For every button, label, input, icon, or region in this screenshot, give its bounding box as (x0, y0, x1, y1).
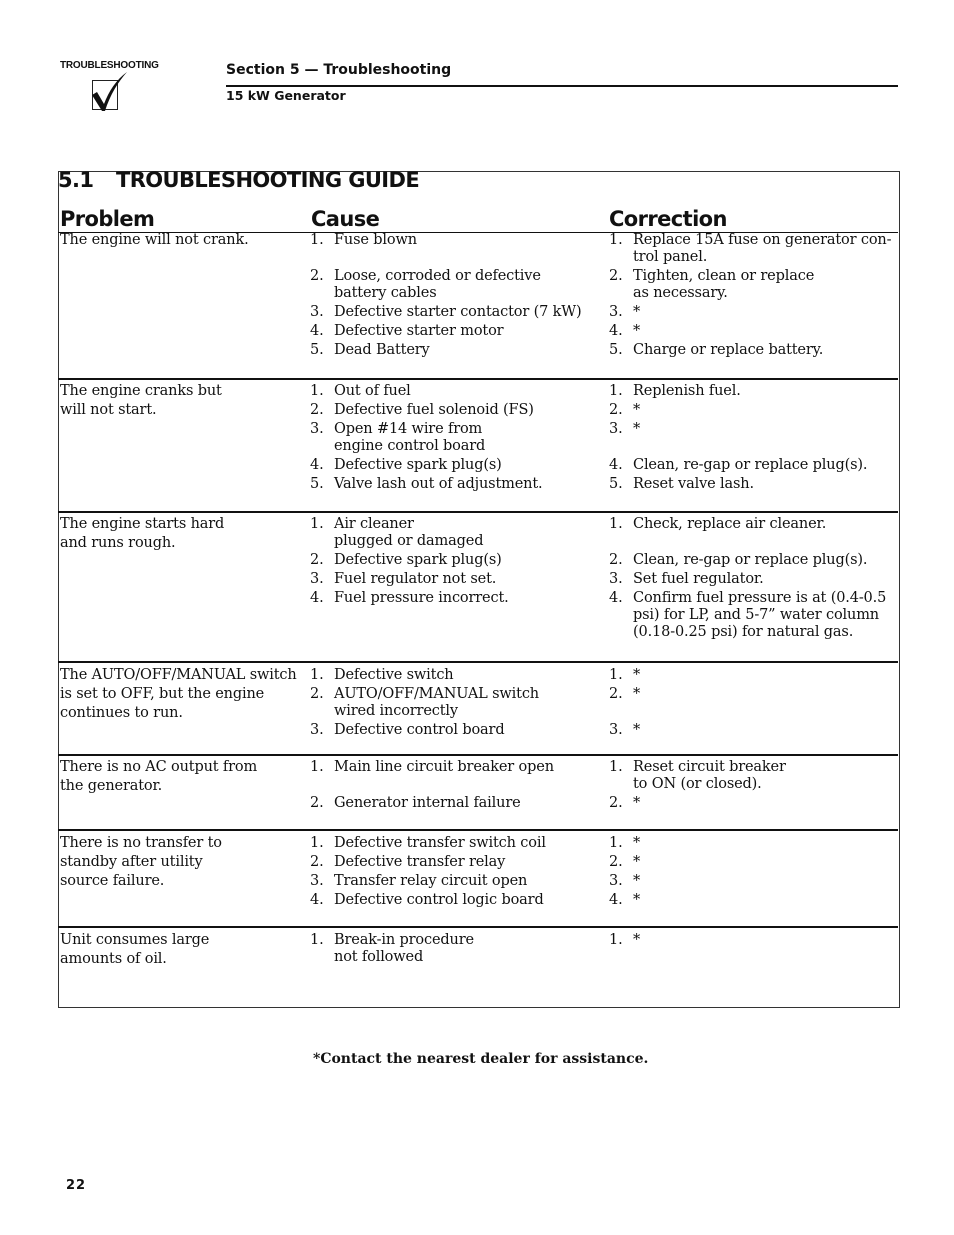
checkmark-icon (92, 80, 118, 110)
row-divider (58, 661, 898, 663)
cause-item-text: Out of fuel (334, 383, 411, 399)
correction-item-number: 1. (609, 759, 623, 775)
cause-item-number: 3. (310, 722, 324, 738)
correction-item-text: Replenish fuel. (633, 383, 741, 399)
cause-item-number: 3. (310, 421, 324, 437)
correction-item-text: * (633, 835, 641, 851)
section-subtitle: 15 kW Generator (226, 88, 346, 103)
problem-text: standby after utility (60, 854, 203, 870)
correction-item-number: 2. (609, 854, 623, 870)
correction-item-text: as necessary. (633, 285, 728, 301)
correction-item-text: Reset valve lash. (633, 476, 754, 492)
correction-item-text: Confirm fuel pressure is at (0.4-0.5 (633, 590, 887, 606)
cause-item-number: 2. (310, 854, 324, 870)
correction-item-text: * (633, 421, 641, 437)
correction-item-text: * (633, 854, 641, 870)
correction-item-text: Replace 15A fuse on generator con- (633, 232, 892, 248)
row-divider (58, 754, 898, 756)
cause-item-number: 2. (310, 552, 324, 568)
cause-item-text: Fuse blown (334, 232, 417, 248)
cause-item-text: Air cleaner (334, 516, 414, 532)
guide-title-text: TROUBLESHOOTING GUIDE (116, 168, 420, 192)
problem-text: The engine cranks but (60, 383, 222, 399)
cause-item-number: 4. (310, 892, 324, 908)
problem-text: There is no AC output from (60, 759, 258, 775)
column-header-cause: Cause (311, 207, 380, 231)
page-number: 22 (66, 1178, 87, 1193)
cause-item-text: Defective control board (334, 722, 505, 738)
problem-text: The engine starts hard (60, 516, 225, 532)
problem-text: The engine will not crank. (60, 232, 249, 248)
cause-item-number: 1. (310, 835, 324, 851)
correction-item-text: * (633, 892, 641, 908)
guide-title (58, 168, 419, 192)
correction-item-text: * (633, 667, 641, 683)
correction-item-text: Clean, re-gap or replace plug(s). (633, 552, 868, 568)
cause-item-number: 4. (310, 457, 324, 473)
correction-item-text: * (633, 795, 641, 811)
cause-item-number: 2. (310, 795, 324, 811)
cause-item-number: 2. (310, 686, 324, 702)
correction-item-text: (0.18-0.25 psi) for natural gas. (633, 624, 854, 640)
cause-item-text: not followed (334, 949, 424, 965)
cause-item-number: 5. (310, 476, 324, 492)
row-divider (58, 829, 898, 831)
header-divider (226, 85, 898, 87)
cause-item-number: 3. (310, 304, 324, 320)
correction-item-number: 2. (609, 552, 623, 568)
guide-number: 5.1 (58, 168, 94, 192)
correction-item-number: 3. (609, 304, 623, 320)
cause-item-text: Defective spark plug(s) (334, 552, 502, 568)
problem-text: Unit consumes large (60, 932, 210, 948)
correction-item-number: 3. (609, 873, 623, 889)
cause-item-text: Valve lash out of adjustment. (334, 476, 543, 492)
cause-item-text: Defective fuel solenoid (FS) (334, 402, 534, 418)
cause-item-text: Defective spark plug(s) (334, 457, 502, 473)
cause-item-number: 1. (310, 383, 324, 399)
row-divider (58, 378, 898, 380)
correction-item-number: 2. (609, 402, 623, 418)
problem-text: will not start. (60, 402, 157, 418)
cause-item-number: 5. (310, 342, 324, 358)
correction-item-text: * (633, 323, 641, 339)
section-side-label: TROUBLESHOOTING (60, 60, 159, 71)
cause-item-number: 1. (310, 516, 324, 532)
correction-item-text: * (633, 402, 641, 418)
correction-item-number: 3. (609, 571, 623, 587)
cause-item-text: engine control board (334, 438, 486, 454)
correction-item-number: 3. (609, 421, 623, 437)
cause-item-text: Loose, corroded or defective (334, 268, 541, 284)
correction-item-number: 3. (609, 722, 623, 738)
cause-item-text: Fuel regulator not set. (334, 571, 497, 587)
problem-text: amounts of oil. (60, 951, 167, 967)
footnote: *Contact the nearest dealer for assistance. (313, 1051, 649, 1067)
cause-item-text: Generator internal failure (334, 795, 521, 811)
cause-item-text: battery cables (334, 285, 437, 301)
column-header-problem: Problem (60, 207, 155, 231)
correction-item-number: 4. (609, 323, 623, 339)
cause-item-text: Fuel pressure incorrect. (334, 590, 509, 606)
cause-item-text: Defective switch (334, 667, 454, 683)
correction-item-number: 5. (609, 342, 623, 358)
cause-item-number: 2. (310, 268, 324, 284)
correction-item-number: 1. (609, 667, 623, 683)
problem-text: is set to OFF, but the engine (60, 686, 265, 702)
cause-item-text: Defective starter contactor (7 kW) (334, 304, 582, 320)
cause-item-text: Main line circuit breaker open (334, 759, 554, 775)
correction-item-number: 5. (609, 476, 623, 492)
correction-item-number: 1. (609, 932, 623, 948)
row-divider (58, 926, 898, 928)
correction-item-number: 1. (609, 516, 623, 532)
cause-item-number: 4. (310, 590, 324, 606)
cause-item-number: 4. (310, 323, 324, 339)
problem-text: and runs rough. (60, 535, 176, 551)
cause-item-number: 1. (310, 932, 324, 948)
correction-item-text: psi) for LP, and 5-7” water column (633, 607, 879, 623)
correction-item-text: * (633, 686, 641, 702)
problem-text: There is no transfer to (60, 835, 222, 851)
cause-item-text: plugged or damaged (334, 533, 484, 549)
cause-item-number: 1. (310, 759, 324, 775)
correction-item-text: Tighten, clean or replace (633, 268, 815, 284)
correction-item-number: 4. (609, 457, 623, 473)
correction-item-text: Set fuel regulator. (633, 571, 764, 587)
correction-item-text: * (633, 304, 641, 320)
correction-item-number: 4. (609, 892, 623, 908)
cause-item-number: 3. (310, 571, 324, 587)
correction-item-number: 1. (609, 383, 623, 399)
problem-text: source failure. (60, 873, 165, 889)
correction-item-text: to ON (or closed). (633, 776, 762, 792)
correction-item-number: 1. (609, 835, 623, 851)
cause-item-number: 1. (310, 667, 324, 683)
cause-item-text: AUTO/OFF/MANUAL switch (334, 686, 539, 702)
correction-item-text: Clean, re-gap or replace plug(s). (633, 457, 868, 473)
cause-item-text: Defective starter motor (334, 323, 504, 339)
correction-item-text: trol panel. (633, 249, 708, 265)
correction-item-number: 2. (609, 795, 623, 811)
cause-item-text: Break-in procedure (334, 932, 474, 948)
correction-item-text: Reset circuit breaker (633, 759, 786, 775)
column-header-correction: Correction (609, 207, 727, 231)
problem-text: continues to run. (60, 705, 183, 721)
cause-item-number: 2. (310, 402, 324, 418)
correction-item-number: 4. (609, 590, 623, 606)
cause-item-text: Dead Battery (334, 342, 430, 358)
correction-item-number: 2. (609, 686, 623, 702)
cause-item-text: wired incorrectly (334, 703, 458, 719)
cause-item-text: Defective transfer relay (334, 854, 506, 870)
cause-item-text: Defective control logic board (334, 892, 544, 908)
problem-text: the generator. (60, 778, 163, 794)
problem-text: The AUTO/OFF/MANUAL switch (60, 667, 297, 683)
correction-item-text: * (633, 873, 641, 889)
section-title: Section 5 — Troubleshooting (226, 62, 452, 78)
cause-item-text: Open #14 wire from (334, 421, 483, 437)
cause-item-text: Transfer relay circuit open (334, 873, 528, 889)
cause-item-number: 1. (310, 232, 324, 248)
correction-item-text: * (633, 932, 641, 948)
correction-item-number: 1. (609, 232, 623, 248)
cause-item-number: 3. (310, 873, 324, 889)
row-divider (58, 511, 898, 513)
correction-item-text: Check, replace air cleaner. (633, 516, 827, 532)
correction-item-text: * (633, 722, 641, 738)
correction-item-number: 2. (609, 268, 623, 284)
cause-item-text: Defective transfer switch coil (334, 835, 546, 851)
correction-item-text: Charge or replace battery. (633, 342, 824, 358)
